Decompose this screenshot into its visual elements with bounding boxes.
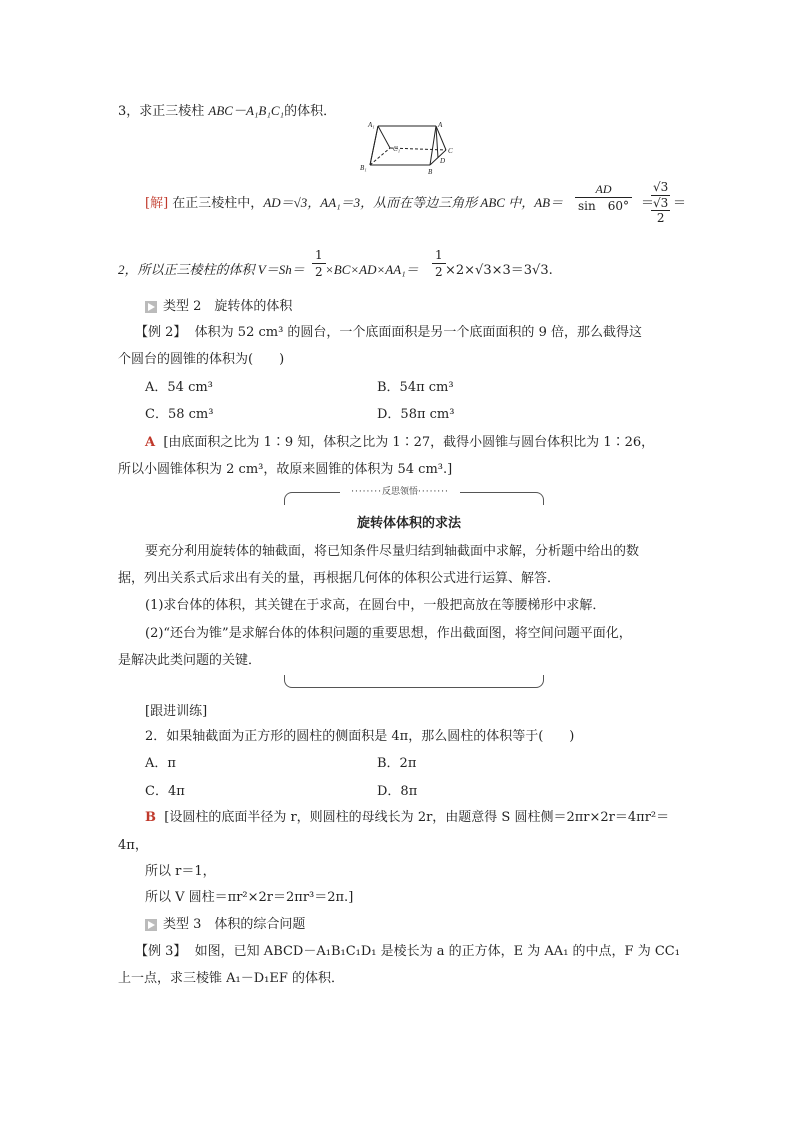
label-B: B xyxy=(428,168,433,176)
label-A: A xyxy=(438,121,443,129)
fraction-sqrt3: √3 √3 2 xyxy=(653,180,669,225)
option-b: B．54π cm³ xyxy=(377,380,454,395)
label-D: D xyxy=(440,157,446,165)
example-3-line-1: 【例 3】 如图，已知 ABCD－A₁B₁C₁D₁ 是棱长为 a 的正方体，E 为 AA₁ 的中点，F 为 CC₁ xyxy=(135,944,680,959)
prism-figure xyxy=(360,118,465,176)
label-A1: A₁ xyxy=(368,121,375,129)
reflect-title: 旋转体体积的求法 xyxy=(357,516,462,531)
problem-line: 3，求正三棱柱 ABC－A₁B₁C₁的体积． xyxy=(118,103,337,119)
example-2-line-2: 个圆台的圆锥的体积为( ) xyxy=(118,352,285,367)
solution-line-2: 2，所以正三棱柱的体积 V＝Sh＝ xyxy=(118,262,305,277)
label-B1: B₁ xyxy=(360,164,367,172)
practice-expl-3: 所以 r＝1， xyxy=(145,864,216,879)
solution-line: [解] 在正三棱柱中，AD＝√3，AA₁＝3，从而在等边三角形 ABC 中，AB＝ xyxy=(145,195,564,211)
reflect-para-1b: 据，列出关系式后求出有关的量，再根据几何体的体积公式进行运算、解答． xyxy=(118,571,561,586)
reflect-para-3b: 是解决此类问题的关键． xyxy=(118,653,262,668)
example-2-explanation: 所以小圆锥体积为 2 cm³，故原来圆锥的体积为 54 cm³.] xyxy=(118,462,453,477)
play-icon xyxy=(145,301,157,313)
practice-option-a: A．π xyxy=(145,756,176,771)
label-C: C xyxy=(448,147,453,155)
example-2-answer: A [由底面积之比为 1∶9 知，体积之比为 1∶27，截得小圆锥与圆台体积比为 1∶26， xyxy=(145,435,655,450)
half-fraction-1: $\frac{1}{2}$ xyxy=(312,247,326,280)
type-2-heading: 类型 2 旋转体的体积 xyxy=(145,295,292,314)
callout-bottom-border xyxy=(284,675,544,688)
practice-expl-4: 所以 V 圆柱＝πr²×2r＝2πr³＝2π.] xyxy=(145,890,354,905)
practice-question: 2．如果轴截面为正方形的圆柱的侧面积是 4π，那么圆柱的体积等于( ) xyxy=(145,729,575,744)
solution-result: ×2×√3×3＝3√3. xyxy=(445,263,553,278)
solution-expr: ×BC×AD×AA₁＝ xyxy=(325,262,419,277)
label-C1: C₁ xyxy=(393,145,401,153)
equals-sign: ＝ xyxy=(641,196,655,211)
reflect-para-3a: (2)“还台为锥”是求解台体的体积问题的重要思想，作出截面图，将空间问题平面化， xyxy=(145,626,632,641)
play-icon xyxy=(145,919,157,931)
reflect-para-1a: 要充分利用旋转体的轴截面，将已知条件尽量归结到轴截面中求解，分析题中给出的数 xyxy=(145,544,640,559)
practice-heading: [跟进训练] xyxy=(145,704,208,719)
option-a: A．54 cm³ xyxy=(145,380,213,395)
reflect-para-2: (1)求台体的体积，其关键在于求高，在圆台中，一般把高放在等腰梯形中求解． xyxy=(145,598,606,613)
half-fraction-2: $\frac{1}{2}$ xyxy=(432,247,446,280)
example-2-line-1: 【例 2】 体积为 52 cm³ 的圆台，一个底面面积是另一个底面面积的 9 倍，那么截得这 xyxy=(135,325,642,340)
fraction-ad-sin: $\frac{AD}{\sin 60^\circ}$ xyxy=(575,181,632,214)
practice-answer: B [设圆柱的底面半径为 r，则圆柱的母线长为 2r，由题意得 S 圆柱侧＝2πr×2r＝4πr²＝ xyxy=(145,810,670,825)
practice-option-d: D．8π xyxy=(377,784,418,799)
practice-option-c: C．4π xyxy=(145,784,185,799)
example-3-line-2: 上一点，求三棱锥 A₁－D₁EF 的体积． xyxy=(118,971,345,986)
type-3-heading: 类型 3 体积的综合问题 xyxy=(145,913,305,932)
equals-sign-2: ＝ xyxy=(673,196,687,211)
option-c: C．58 cm³ xyxy=(145,407,214,422)
practice-expl-2: 4π， xyxy=(118,838,148,853)
practice-option-b: B．2π xyxy=(377,756,417,771)
callout-label: ········反思领悟········ xyxy=(340,484,460,497)
option-d: D．58π cm³ xyxy=(377,407,455,422)
